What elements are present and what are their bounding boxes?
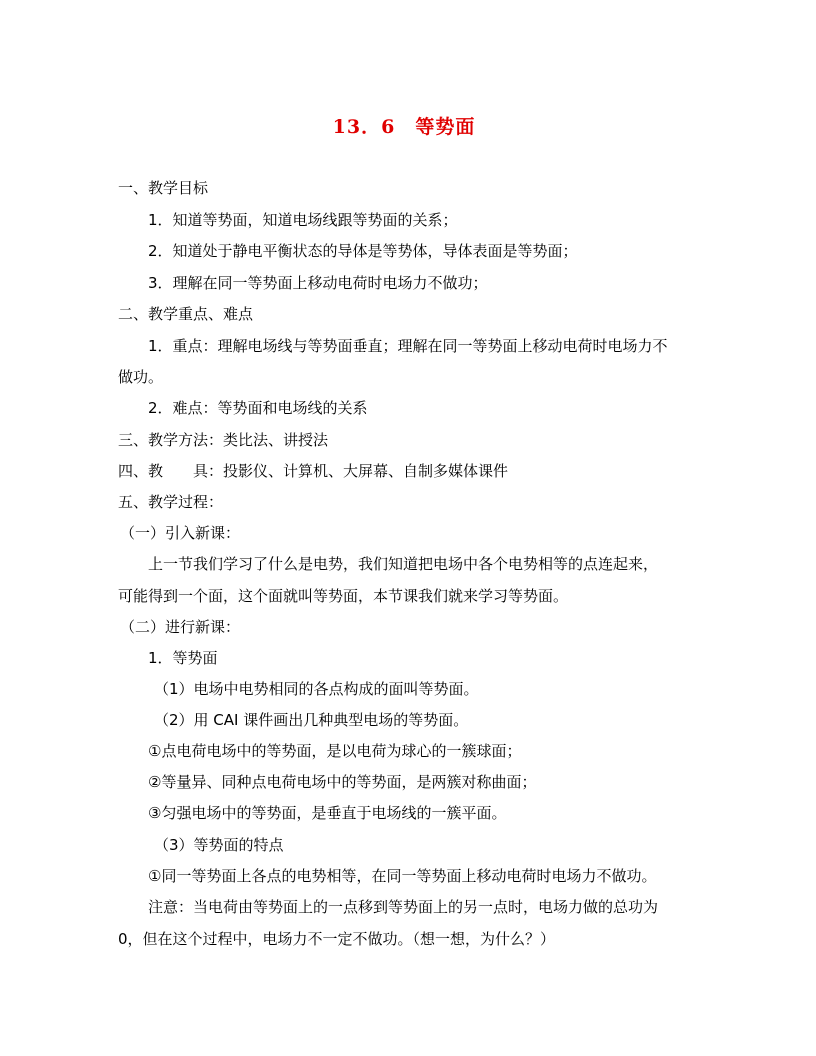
note-paragraph: 注意：当电荷由等势面上的一点移到等势面上的另一点时，电场力做的总功为 <box>148 898 659 916</box>
objective-item-2: 2．知道处于静电平衡状态的导体是等势体，导体表面是等势面； <box>148 242 578 260</box>
section-heading-teaching-aids: 四、教 具：投影仪、计算机、大屏幕、自制多媒体课件 <box>118 462 509 480</box>
topic-circled-item-1: ①点电荷电场中的等势面，是以电荷为球心的一簇球面； <box>148 742 522 760</box>
section-heading-objectives: 一、教学目标 <box>118 179 209 197</box>
note-paragraph-continued: 0，但在这个过程中，电场力不一定不做功。（想一想，为什么？） <box>118 930 556 948</box>
subsection-heading-new-lesson: （二）进行新课： <box>120 618 241 636</box>
key-point-item-1-continued: 做功。 <box>118 368 164 386</box>
topic-heading-equipotential-surface: 1．等势面 <box>148 649 218 667</box>
key-point-item-1: 1．重点：理解电场线与等势面垂直；理解在同一等势面上移动电荷时电场力不 <box>148 337 668 355</box>
introduction-paragraph-continued: 可能得到一个面，这个面就叫等势面，本节课我们就来学习等势面。 <box>118 587 569 605</box>
objective-item-1: 1．知道等势面，知道电场线跟等势面的关系； <box>148 211 458 229</box>
topic-circled-item-2: ②等量异、同种点电荷电场中的等势面，是两簇对称曲面； <box>148 773 537 791</box>
topic-item-3: （3）等势面的特点 <box>154 836 284 854</box>
section-heading-key-points: 二、教学重点、难点 <box>118 305 254 323</box>
topic-circled-item-3: ③匀强电场中的等势面，是垂直于电场线的一簇平面。 <box>148 804 507 822</box>
objective-item-3: 3．理解在同一等势面上移动电荷时电场力不做功； <box>148 274 488 292</box>
key-point-item-2: 2．难点：等势面和电场线的关系 <box>148 399 368 417</box>
introduction-paragraph: 上一节我们学习了什么是电势，我们知道把电场中各个电势相等的点连起来， <box>148 555 659 573</box>
page-title: 13．6 等势面 <box>332 116 476 138</box>
characteristic-item-1: ①同一等势面上各点的电势相等，在同一等势面上移动电荷时电场力不做功。 <box>148 867 657 885</box>
topic-item-1: （1）电场中电势相同的各点构成的面叫等势面。 <box>154 680 479 698</box>
subsection-heading-introduction: （一）引入新课： <box>120 524 241 542</box>
topic-item-2: （2）用 CAI 课件画出几种典型电场的等势面。 <box>154 711 469 729</box>
section-heading-methods: 三、教学方法：类比法、讲授法 <box>118 431 329 449</box>
section-heading-process: 五、教学过程： <box>118 493 224 511</box>
